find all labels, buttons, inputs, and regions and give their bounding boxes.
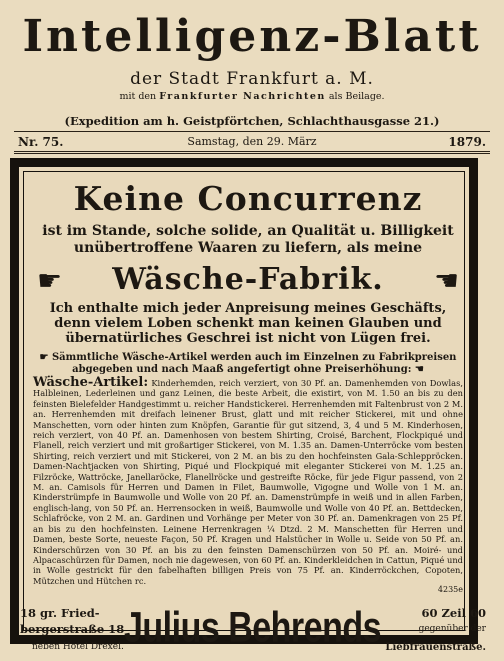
footer-right-line2: gegenüber der [418,624,486,634]
masthead-supplement [0,91,504,102]
ad-sammtliche: ☛ Sämmtliche Wäsche-Artikel werden auch im Einzelnen zu Fabrikpreisen abgegeben und nach Maaß angefertigt ohne Preiserhöhung: ☚ [39,352,457,375]
pointing-hand-icon: ☛ [37,264,63,297]
issue-line [18,135,486,149]
advertisement-box [10,158,478,644]
masthead-title: Intelligenz-Blatt [22,11,482,62]
issue-date: Samstag, den 29. März [187,135,317,148]
ad-code: 4235e [437,585,463,595]
supplement-prefix: mit den [119,91,157,102]
ad-body-text: Kinderhemden, reich verziert, von 30 Pf. an. Damenhemden von Dowlas, Halbleinen, Lederleinen und ganz Leinen, die beste Arbeit, die existirt, von M. 1.50 an bis zu den feinsten Bielefelder Handgestimmt u. reicher Handstickerei. Herrenhemden mit Faltenbrust von 2 M. an. Herrenhemden mit dreifach leinener Brust, glatt und mit reicher Stickerei, mit und ohne Manschetten, vorn oder hinten zum Knöpfen, Garantie für gut sitzend, 3, 4 und 5 M. Kinderhosen, reich verziert, von 40 Pf. an. Damenhosen von bestem Shirting, Croisé, Barchent, Flockpiqué und Flanell, reich verziert und mit großartiger Stickerei, von M. 1.35 an. Damen-Unterröcke vom besten Shirting, reich verziert und mit Stickerei, von 2 M. an bis zu den hochfeinsten Gala-Schleppröcken. Damen-Nachtjacken von Shirting, Piqué und Flockpiqué mit eleganter Stickerei von M. 1.25 an. Filzröcke, Wattröcke, Janellaröcke, Flanellröcke und gestreifte Röcke, für jede Figur passend, von 2 M. an. Camisols für Herren und Damen in Filet, Baumwolle, Vigogne und Wolle von 1 M. an. Kinderstrümpfe in Baumwolle und Wolle von 20 Pf. an. Damenstrümpfe in weiß und in allen Farben, englisch-lang, von 50 Pf. an. Herrensocken in weiß, Baumwolle und Wolle von 40 Pf. an. Bettdecken, Schlafröcke, von 2 M. an. Gardinen und Vorhänge per Meter von 30 Pf. an. Damenkragen von 25 Pf. an bis zu den hochfeinsten. Leinene Herrenkragen ¼ Dtzd. 2 M. Manschetten für Herren und Damen, beste Sorte, neueste Façon, 50 Pf. Kragen und Halstücher in Wolle u. Seide von 50 Pf. an. Kinderschürzen von 30 Pf. an bis zu den feinsten Damenschürzen von 50 Pf. an. Moiré- und Alpacaschürzen für Damen, noch nie dagewesen, von 60 Pf. an. Kinderkleidchen in Cattun, Piqué und in Wolle gestrickt für den fabelhaften billigen Preis von 75 Pf. an. Kinderröckchen, Copoten, Mützchen und Hütchen rc. [33,378,463,586]
footer-right-line3: Liebfrauenstraße. [385,642,486,653]
ad-paragraph: Ich enthalte mich jeder Anpreisung meines Geschäfts, denn vielem Loben schenkt man keinen Glauben und übernatürliches Geschrei ist nicht von Lügen frei. [49,301,447,346]
merchant-name: Julius Behrends [124,604,382,652]
masthead-expedition: (Expedition am h. Geistpförtchen, Schlachthausgasse 21.) [64,114,440,128]
masthead-subtitle: der Stadt Frankfurt a. M. [130,69,374,89]
ad-fabrik: Wäsche-Fabrik. [112,262,384,297]
ad-body [33,375,463,586]
footer-left-line3: neben Hotel Drexel. [32,642,124,652]
ad-body-label: Wäsche-Artikel: [33,375,149,390]
ad-lead: ist im Stande, solche solide, an Qualität u. Billigkeit unübertroffene Waaren zu liefern, als meine [42,223,454,256]
masthead-rule-top [14,131,490,132]
issue-year: 1879. [448,135,486,149]
fabrik-row [33,261,463,299]
footer-left-line2: bergerstraße 18 [20,622,125,636]
ad-footer [0,600,504,658]
issue-number: Nr. 75. [18,135,64,149]
pointing-hand-icon: ☛ [433,264,459,297]
advertisement-content [33,179,463,594]
ad-headline: Keine Concurrenz [73,179,423,218]
masthead-rule-bottom [14,151,490,154]
footer-right-line1: 60 Zeil 60 [421,606,486,620]
supplement-suffix: als Beilage. [328,91,385,102]
footer-left-line1: 18 gr. Fried- [20,606,100,620]
supplement-name: Frankfurter Nachrichten [159,91,326,102]
